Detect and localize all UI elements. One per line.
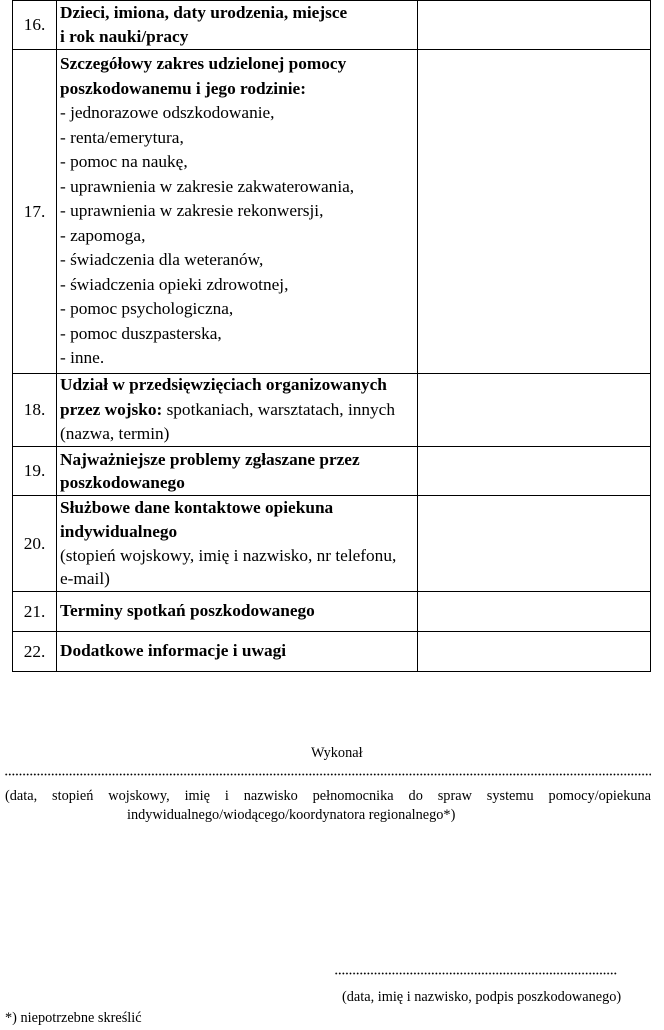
row-20-title-line-2: indywidualnego xyxy=(60,521,178,541)
row-18-detail-line-2: (nazwa, termin) xyxy=(60,424,170,444)
row-17-list-item: - renta/emerytura, xyxy=(60,127,184,147)
row-19-title-line-2: poszkodowanego xyxy=(60,473,185,492)
row-17-list-item: - jednorazowe odszkodowanie, xyxy=(60,103,275,123)
row-17-list-item: - inne. xyxy=(60,348,105,368)
row-21-value-cell xyxy=(418,592,651,632)
row-17-list-item: - pomoc na naukę, xyxy=(60,152,188,172)
row-18-title-line-2: przez wojsko: xyxy=(60,399,163,419)
row-18-detail-line-1: spotkaniach, warsztatach, innych xyxy=(166,399,395,419)
row-20-detail-line-2: e-mail) xyxy=(60,569,110,589)
row-17-number: 17. xyxy=(12,50,57,374)
row-17-list-item: - pomoc duszpasterska, xyxy=(60,323,222,343)
row-16-title-line-2: i rok nauki/pracy xyxy=(60,27,189,46)
row-17-title-line-1: Szczegółowy zakres udzielonej pomocy xyxy=(60,54,347,74)
row-22-number: 22. xyxy=(12,632,57,672)
row-16-label xyxy=(57,0,418,50)
row-20-title-line-1: Służbowe dane kontaktowe opiekuna xyxy=(60,498,334,518)
row-17-title-line-2: poszkodowanemu i jego rodzinie: xyxy=(60,78,306,98)
row-17-list-item: - świadczenia opieki zdrowotnej, xyxy=(60,274,289,294)
row-20-value-cell xyxy=(418,496,651,592)
executor-caption-line-1: (data, stopień wojskowy, imię i nazwisko pełnomocnika do spraw systemu pomocy/opiekuna xyxy=(5,788,651,804)
row-18-title-line-1: Udział w przedsięwzięciach organizowanych xyxy=(60,375,387,395)
row-17-list-item: - zapomoga, xyxy=(60,225,146,245)
row-21-label xyxy=(57,592,418,632)
row-16-value-cell xyxy=(418,0,651,50)
row-19-value-cell xyxy=(418,447,651,496)
row-22-value-cell xyxy=(418,632,651,672)
row-21-number: 21. xyxy=(12,592,57,632)
row-20-label xyxy=(57,496,418,592)
row-17-list-item: - uprawnienia w zakresie rekonwersji, xyxy=(60,201,324,221)
row-20-detail-line-1: (stopień wojskowy, imię i nazwisko, nr telefonu, xyxy=(60,545,397,565)
row-17-list-item: - świadczenia dla weteranów, xyxy=(60,250,264,270)
victim-signature-dotted-line xyxy=(335,972,617,975)
row-19-number: 19. xyxy=(12,447,57,496)
row-22-title-line-1: Dodatkowe informacje i uwagi xyxy=(60,641,287,661)
row-16-number: 16. xyxy=(12,0,57,50)
executor-caption-line-2: indywidualnego/wiodącego/koordynatora regionalnego*) xyxy=(127,807,456,823)
row-18-number: 18. xyxy=(12,374,57,447)
row-19-title-line-1: Najważniejsze problemy zgłaszane przez xyxy=(60,449,360,469)
footnote: *) niepotrzebne skreślić xyxy=(5,1010,142,1026)
form-table xyxy=(12,0,651,672)
row-18-mixed-line xyxy=(60,398,417,423)
row-22-label xyxy=(57,632,418,672)
row-21-title-line-1: Terminy spotkań poszkodowanego xyxy=(60,601,315,621)
victim-signature-caption: (data, imię i nazwisko, podpis poszkodowanego) xyxy=(342,989,622,1005)
executor-signature-dotted-line xyxy=(5,773,651,776)
row-19-label xyxy=(57,447,418,496)
row-20-number: 20. xyxy=(12,496,57,592)
row-18-value-cell xyxy=(418,374,651,447)
row-17-label xyxy=(57,50,418,374)
row-18-label xyxy=(57,374,418,447)
row-17-list-item: - pomoc psychologiczna, xyxy=(60,299,234,319)
row-16-title-line-1: Dzieci, imiona, daty urodzenia, miejsce xyxy=(60,2,348,22)
row-17-list-item: - uprawnienia w zakresie zakwaterowania, xyxy=(60,176,355,196)
row-17-value-cell xyxy=(418,50,651,374)
executed-by-label: Wykonał xyxy=(311,745,363,761)
